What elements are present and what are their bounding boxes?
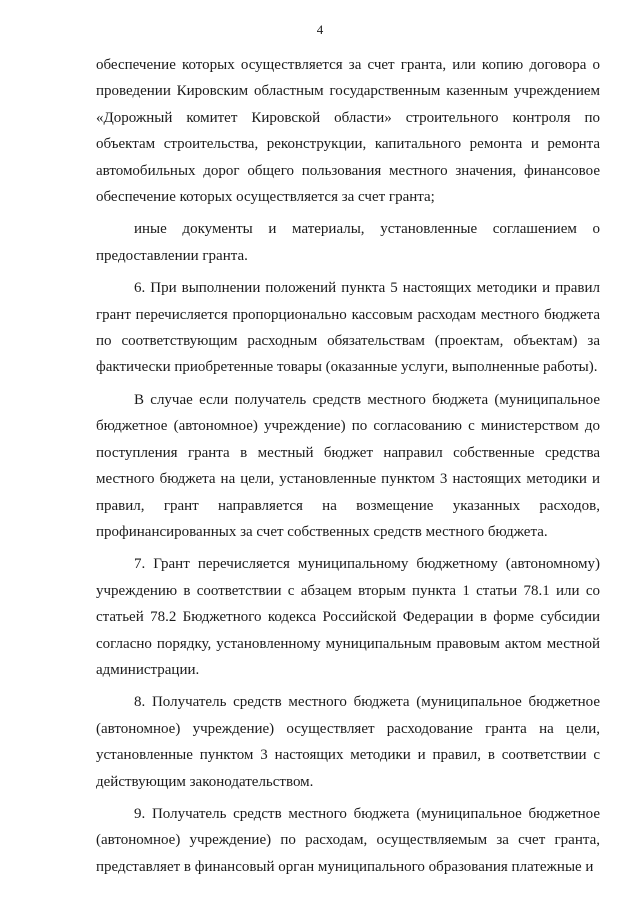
paragraph-item-9: 9. Получатель средств местного бюджета (муниципальное бюджетное (автономное) учреждение) по расходам, осуществляемым за счет гранта, представляет в финансовый орган муниципального образования платежные и [96, 805, 600, 875]
paragraph-item-8: 8. Получатель средств местного бюджета (муниципальное бюджетное (автономное) учреждение) осуществляет расходование гранта на цели, установленные пунктом 3 настоящих методики и правил, в соответствии с действующим законодательством. [96, 694, 600, 790]
document-body [96, 52, 600, 886]
page-number: 4 [316, 22, 324, 37]
paragraph-continuation: обеспечение которых осуществляется за счет гранта, или копию договора о проведении Кировским областным государственным казенным учреждением «Дорожный комитет Кировской области» строительного контроля по объектам строительства, реконструкции, капитального ремонта и ремонта автомобильных дорог общего пользования местного значения, финансовое обеспечение которых осуществляется за счет гранта; [96, 57, 600, 206]
paragraph-item-6: 6. При выполнении положений пункта 5 настоящих методики и правил грант перечисляется пропорционально кассовым расходам местного бюджета по соответствующим расходным обязательствам (проектам, объектам) за фактически приобретенные товары (оказанные услуги, выполненные работы). [96, 280, 600, 376]
paragraph-other-documents: иные документы и материалы, установленные соглашением о предоставлении гранта. [96, 221, 600, 264]
paragraph-reimbursement: В случае если получатель средств местного бюджета (муниципальное бюджетное (автономное) учреждение) по согласованию с министерством до поступления гранта в местный бюджет направил собственные средства местного бюджета на цели, установленные пунктом 3 настоящих методики и правил, грант направляется на возмещение указанных расходов, профинансированных за счет собственных средств местного бюджета. [96, 391, 600, 540]
paragraph-item-7: 7. Грант перечисляется муниципальному бюджетному (автономному) учреждению в соответствии с абзацем вторым пункта 1 статьи 78.1 или со статьей 78.2 Бюджетного кодекса Российской Федерации в форме субсидии согласно порядку, установленному муниципальным правовым актом местной администрации. [96, 556, 600, 678]
